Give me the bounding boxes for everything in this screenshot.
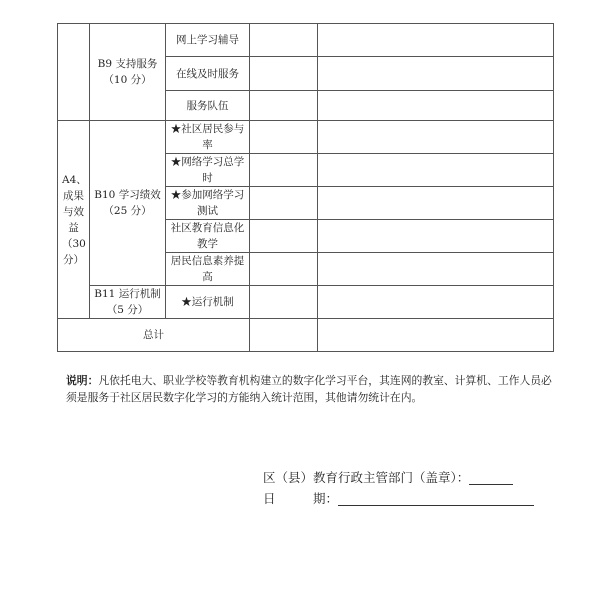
table-row [58, 286, 554, 319]
date-line [263, 489, 534, 507]
item-cell: ★社区居民参与率 [166, 121, 250, 154]
score-cell [250, 121, 318, 154]
table-row [58, 121, 554, 154]
note-text: 凡依托电大、职业学校等教育机构建立的数字化学习平台，其连网的教室、计算机、工作人员必须是服务于社区居民数字化学习的方能纳入统计范围，其他请勿统计在内。 [66, 374, 552, 404]
total-label-cell: 总计 [58, 319, 250, 352]
score-cell [250, 91, 318, 121]
score-cell [250, 154, 318, 187]
note-paragraph [66, 372, 556, 406]
a4-cell: A4、成果与效益（30分） [58, 121, 90, 319]
remark-cell [318, 187, 554, 220]
remark-cell [318, 121, 554, 154]
evaluation-table [57, 23, 554, 352]
item-cell: 在线及时服务 [166, 57, 250, 91]
remark-cell [318, 57, 554, 91]
b10-cell: B10 学习绩效（25 分） [90, 121, 166, 286]
a4-cell-blank [58, 24, 90, 121]
remark-cell [318, 253, 554, 286]
score-cell [250, 286, 318, 319]
score-cell [250, 187, 318, 220]
b9-cell: B9 支持服务（10 分） [90, 24, 166, 121]
remark-cell [318, 24, 554, 57]
signature-line [263, 468, 513, 486]
score-cell [250, 57, 318, 91]
item-cell: 社区教育信息化教学 [166, 220, 250, 253]
remark-cell [318, 286, 554, 319]
item-cell: 居民信息素养提高 [166, 253, 250, 286]
b11-cell: B11 运行机制（5 分） [90, 286, 166, 319]
remark-cell [318, 91, 554, 121]
score-cell [250, 24, 318, 57]
item-cell: 网上学习辅导 [166, 24, 250, 57]
dept-label: 区（县）教育行政主管部门（盖章）： [263, 470, 470, 485]
score-cell [250, 220, 318, 253]
total-remark-cell [318, 319, 554, 352]
item-cell: ★网络学习总学时 [166, 154, 250, 187]
date-label: 日 期： [263, 491, 339, 506]
item-cell: ★运行机制 [166, 286, 250, 319]
item-cell: ★参加网络学习测试 [166, 187, 250, 220]
date-blank[interactable] [338, 505, 534, 506]
remark-cell [318, 220, 554, 253]
score-cell [250, 253, 318, 286]
dept-blank[interactable] [469, 484, 513, 485]
note-label: 说明： [66, 374, 99, 387]
item-cell: 服务队伍 [166, 91, 250, 121]
total-score-cell [250, 319, 318, 352]
table-row [58, 24, 554, 57]
remark-cell [318, 154, 554, 187]
table-row [58, 319, 554, 352]
